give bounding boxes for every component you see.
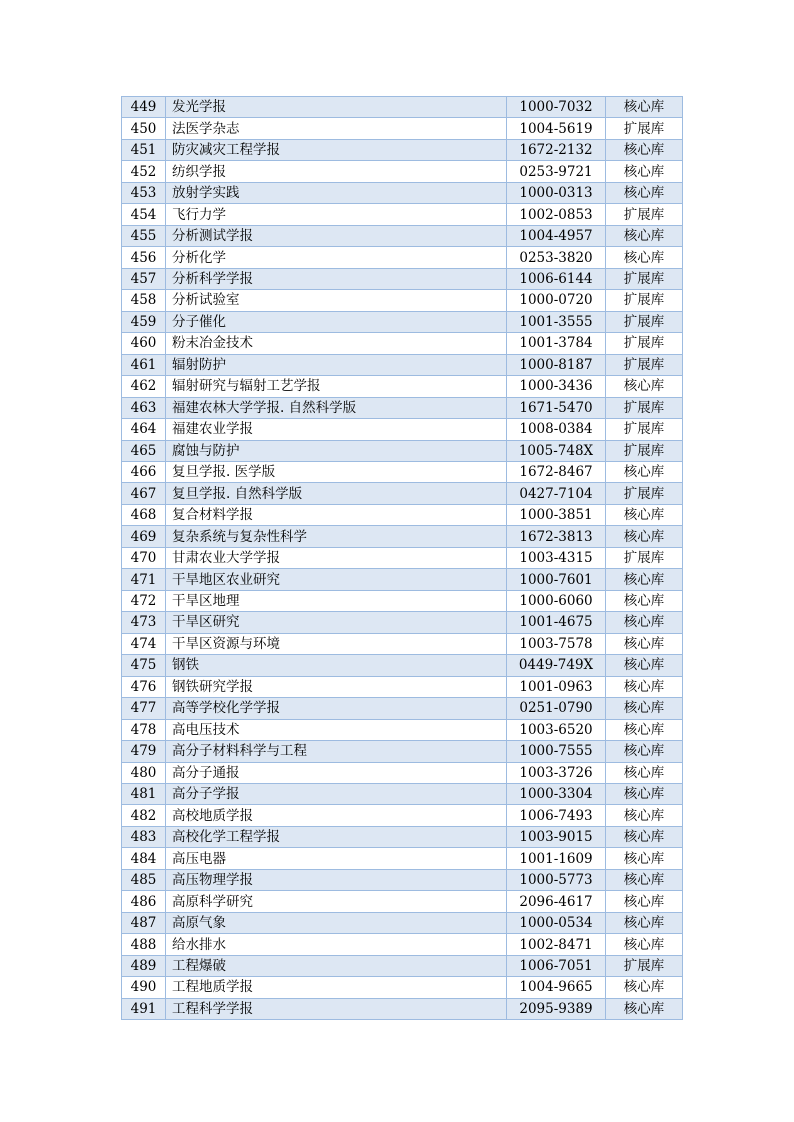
journal-name: 甘肃农业大学学报 — [166, 547, 507, 568]
journal-name: 飞行力学 — [166, 204, 507, 225]
row-number: 484 — [122, 848, 166, 869]
journal-name: 工程爆破 — [166, 955, 507, 976]
library-category: 核心库 — [606, 977, 683, 998]
journal-name: 高压物理学报 — [166, 869, 507, 890]
table-row — [122, 998, 683, 1019]
row-number: 464 — [122, 419, 166, 440]
issn-number: 1672-2132 — [507, 139, 606, 160]
table-row — [122, 504, 683, 525]
table-row — [122, 676, 683, 697]
issn-number: 1002-8471 — [507, 934, 606, 955]
journal-name: 复杂系统与复杂性科学 — [166, 526, 507, 547]
library-category: 核心库 — [606, 784, 683, 805]
library-category: 核心库 — [606, 934, 683, 955]
journal-name: 复旦学报. 自然科学版 — [166, 483, 507, 504]
library-category: 扩展库 — [606, 354, 683, 375]
issn-number: 1003-4315 — [507, 547, 606, 568]
table-row — [122, 590, 683, 611]
row-number: 482 — [122, 805, 166, 826]
library-category: 核心库 — [606, 182, 683, 203]
issn-number: 1006-7051 — [507, 955, 606, 976]
library-category: 核心库 — [606, 161, 683, 182]
issn-number: 0449-749X — [507, 655, 606, 676]
issn-number: 1006-7493 — [507, 805, 606, 826]
table-row — [122, 440, 683, 461]
row-number: 453 — [122, 182, 166, 203]
library-category: 核心库 — [606, 676, 683, 697]
row-number: 468 — [122, 504, 166, 525]
journal-name: 复旦学报. 医学版 — [166, 461, 507, 482]
row-number: 456 — [122, 247, 166, 268]
row-number: 452 — [122, 161, 166, 182]
table-row — [122, 762, 683, 783]
library-category: 扩展库 — [606, 311, 683, 332]
journal-name: 高原气象 — [166, 912, 507, 933]
library-category: 扩展库 — [606, 547, 683, 568]
row-number: 466 — [122, 461, 166, 482]
issn-number: 0253-9721 — [507, 161, 606, 182]
journal-name: 给水排水 — [166, 934, 507, 955]
row-number: 481 — [122, 784, 166, 805]
row-number: 489 — [122, 955, 166, 976]
row-number: 479 — [122, 741, 166, 762]
library-category: 核心库 — [606, 891, 683, 912]
journal-name: 辐射研究与辐射工艺学报 — [166, 376, 507, 397]
table-row — [122, 483, 683, 504]
journal-name: 辐射防护 — [166, 354, 507, 375]
row-number: 490 — [122, 977, 166, 998]
row-number: 480 — [122, 762, 166, 783]
issn-number: 1003-6520 — [507, 719, 606, 740]
issn-number: 1000-7032 — [507, 97, 606, 118]
table-row — [122, 569, 683, 590]
row-number: 491 — [122, 998, 166, 1019]
library-category: 核心库 — [606, 826, 683, 847]
row-number: 460 — [122, 333, 166, 354]
row-number: 476 — [122, 676, 166, 697]
issn-number: 0253-3820 — [507, 247, 606, 268]
issn-number: 1000-6060 — [507, 590, 606, 611]
table-row — [122, 97, 683, 118]
issn-number: 1004-4957 — [507, 225, 606, 246]
library-category: 核心库 — [606, 633, 683, 654]
table-row — [122, 848, 683, 869]
issn-number: 2096-4617 — [507, 891, 606, 912]
journal-name: 工程科学学报 — [166, 998, 507, 1019]
issn-number: 1000-7555 — [507, 741, 606, 762]
issn-number: 1005-748X — [507, 440, 606, 461]
row-number: 465 — [122, 440, 166, 461]
issn-number: 1002-0853 — [507, 204, 606, 225]
library-category: 核心库 — [606, 998, 683, 1019]
journal-name: 高压电器 — [166, 848, 507, 869]
row-number: 467 — [122, 483, 166, 504]
library-category: 核心库 — [606, 698, 683, 719]
journal-name: 法医学杂志 — [166, 118, 507, 139]
table-row — [122, 741, 683, 762]
row-number: 474 — [122, 633, 166, 654]
library-category: 核心库 — [606, 225, 683, 246]
journal-name: 分析科学学报 — [166, 268, 507, 289]
issn-number: 1000-0534 — [507, 912, 606, 933]
table-row — [122, 419, 683, 440]
library-category: 核心库 — [606, 376, 683, 397]
journal-name: 高电压技术 — [166, 719, 507, 740]
row-number: 451 — [122, 139, 166, 160]
library-category: 核心库 — [606, 247, 683, 268]
issn-number: 1008-0384 — [507, 419, 606, 440]
table-row — [122, 891, 683, 912]
issn-number: 1000-3851 — [507, 504, 606, 525]
library-category: 扩展库 — [606, 419, 683, 440]
journal-name: 工程地质学报 — [166, 977, 507, 998]
issn-number: 1671-5470 — [507, 397, 606, 418]
library-category: 扩展库 — [606, 333, 683, 354]
journal-name: 钢铁 — [166, 655, 507, 676]
journal-name: 发光学报 — [166, 97, 507, 118]
journal-name: 钢铁研究学报 — [166, 676, 507, 697]
table-row — [122, 719, 683, 740]
journal-name: 粉末冶金技术 — [166, 333, 507, 354]
issn-number: 1003-9015 — [507, 826, 606, 847]
row-number: 450 — [122, 118, 166, 139]
table-row — [122, 869, 683, 890]
journal-name: 高等学校化学学报 — [166, 698, 507, 719]
table-row — [122, 161, 683, 182]
table-row — [122, 612, 683, 633]
library-category: 扩展库 — [606, 483, 683, 504]
library-category: 核心库 — [606, 590, 683, 611]
row-number: 486 — [122, 891, 166, 912]
issn-number: 1001-3555 — [507, 311, 606, 332]
journal-name: 福建农业学报 — [166, 419, 507, 440]
row-number: 455 — [122, 225, 166, 246]
library-category: 扩展库 — [606, 118, 683, 139]
issn-number: 1000-8187 — [507, 354, 606, 375]
row-number: 473 — [122, 612, 166, 633]
table-row — [122, 526, 683, 547]
table-row — [122, 311, 683, 332]
journal-name: 分析化学 — [166, 247, 507, 268]
library-category: 核心库 — [606, 805, 683, 826]
table-row — [122, 698, 683, 719]
journal-name: 放射学实践 — [166, 182, 507, 203]
library-category: 核心库 — [606, 461, 683, 482]
journal-name: 高分子材料科学与工程 — [166, 741, 507, 762]
issn-number: 1003-7578 — [507, 633, 606, 654]
journal-name: 高校地质学报 — [166, 805, 507, 826]
journal-name: 高分子学报 — [166, 784, 507, 805]
journal-name: 干旱区研究 — [166, 612, 507, 633]
library-category: 核心库 — [606, 504, 683, 525]
journal-name: 干旱地区农业研究 — [166, 569, 507, 590]
row-number: 463 — [122, 397, 166, 418]
table-row — [122, 461, 683, 482]
table-row — [122, 805, 683, 826]
table-row — [122, 547, 683, 568]
issn-number: 2095-9389 — [507, 998, 606, 1019]
library-category: 核心库 — [606, 97, 683, 118]
library-category: 扩展库 — [606, 955, 683, 976]
row-number: 470 — [122, 547, 166, 568]
table-row — [122, 784, 683, 805]
row-number: 485 — [122, 869, 166, 890]
table-row — [122, 655, 683, 676]
row-number: 458 — [122, 290, 166, 311]
journal-name: 分析试验室 — [166, 290, 507, 311]
library-category: 核心库 — [606, 612, 683, 633]
library-category: 扩展库 — [606, 290, 683, 311]
issn-number: 1001-3784 — [507, 333, 606, 354]
row-number: 459 — [122, 311, 166, 332]
table-row — [122, 826, 683, 847]
table-row — [122, 333, 683, 354]
row-number: 461 — [122, 354, 166, 375]
row-number: 454 — [122, 204, 166, 225]
issn-number: 1672-3813 — [507, 526, 606, 547]
issn-number: 1000-5773 — [507, 869, 606, 890]
library-category: 核心库 — [606, 655, 683, 676]
row-number: 457 — [122, 268, 166, 289]
table-row — [122, 977, 683, 998]
library-category: 核心库 — [606, 869, 683, 890]
journal-name: 高分子通报 — [166, 762, 507, 783]
journal-name: 分析测试学报 — [166, 225, 507, 246]
table-row — [122, 182, 683, 203]
table-row — [122, 912, 683, 933]
journal-name: 腐蚀与防护 — [166, 440, 507, 461]
row-number: 469 — [122, 526, 166, 547]
row-number: 478 — [122, 719, 166, 740]
library-category: 核心库 — [606, 526, 683, 547]
library-category: 扩展库 — [606, 440, 683, 461]
journal-name: 复合材料学报 — [166, 504, 507, 525]
table-row — [122, 633, 683, 654]
journal-name: 纺织学报 — [166, 161, 507, 182]
library-category: 扩展库 — [606, 397, 683, 418]
journal-name: 干旱区资源与环境 — [166, 633, 507, 654]
library-category: 核心库 — [606, 569, 683, 590]
issn-number: 1003-3726 — [507, 762, 606, 783]
table-row — [122, 397, 683, 418]
library-category: 核心库 — [606, 912, 683, 933]
issn-number: 1004-9665 — [507, 977, 606, 998]
journal-name: 分子催化 — [166, 311, 507, 332]
row-number: 471 — [122, 569, 166, 590]
row-number: 475 — [122, 655, 166, 676]
library-category: 核心库 — [606, 848, 683, 869]
table-row — [122, 247, 683, 268]
library-category: 核心库 — [606, 719, 683, 740]
table-row — [122, 204, 683, 225]
row-number: 472 — [122, 590, 166, 611]
journal-name: 防灾减灾工程学报 — [166, 139, 507, 160]
library-category: 核心库 — [606, 762, 683, 783]
row-number: 487 — [122, 912, 166, 933]
table-row — [122, 934, 683, 955]
row-number: 462 — [122, 376, 166, 397]
row-number: 477 — [122, 698, 166, 719]
issn-number: 1001-0963 — [507, 676, 606, 697]
row-number: 483 — [122, 826, 166, 847]
table-row — [122, 290, 683, 311]
issn-number: 1001-1609 — [507, 848, 606, 869]
table-row — [122, 118, 683, 139]
issn-number: 0427-7104 — [507, 483, 606, 504]
issn-number: 1000-0720 — [507, 290, 606, 311]
issn-number: 1000-0313 — [507, 182, 606, 203]
table-row — [122, 955, 683, 976]
issn-number: 1000-3304 — [507, 784, 606, 805]
issn-number: 1000-3436 — [507, 376, 606, 397]
journal-name: 干旱区地理 — [166, 590, 507, 611]
table-row — [122, 354, 683, 375]
journal-name: 高原科学研究 — [166, 891, 507, 912]
issn-number: 1001-4675 — [507, 612, 606, 633]
row-number: 488 — [122, 934, 166, 955]
row-number: 449 — [122, 97, 166, 118]
journal-table — [121, 96, 683, 1020]
journal-table-body — [122, 97, 683, 1020]
table-row — [122, 139, 683, 160]
library-category: 扩展库 — [606, 268, 683, 289]
table-row — [122, 225, 683, 246]
journal-name: 高校化学工程学报 — [166, 826, 507, 847]
table-row — [122, 376, 683, 397]
issn-number: 0251-0790 — [507, 698, 606, 719]
journal-name: 福建农林大学学报. 自然科学版 — [166, 397, 507, 418]
library-category: 核心库 — [606, 139, 683, 160]
issn-number: 1000-7601 — [507, 569, 606, 590]
issn-number: 1672-8467 — [507, 461, 606, 482]
issn-number: 1004-5619 — [507, 118, 606, 139]
library-category: 核心库 — [606, 741, 683, 762]
issn-number: 1006-6144 — [507, 268, 606, 289]
library-category: 扩展库 — [606, 204, 683, 225]
table-row — [122, 268, 683, 289]
